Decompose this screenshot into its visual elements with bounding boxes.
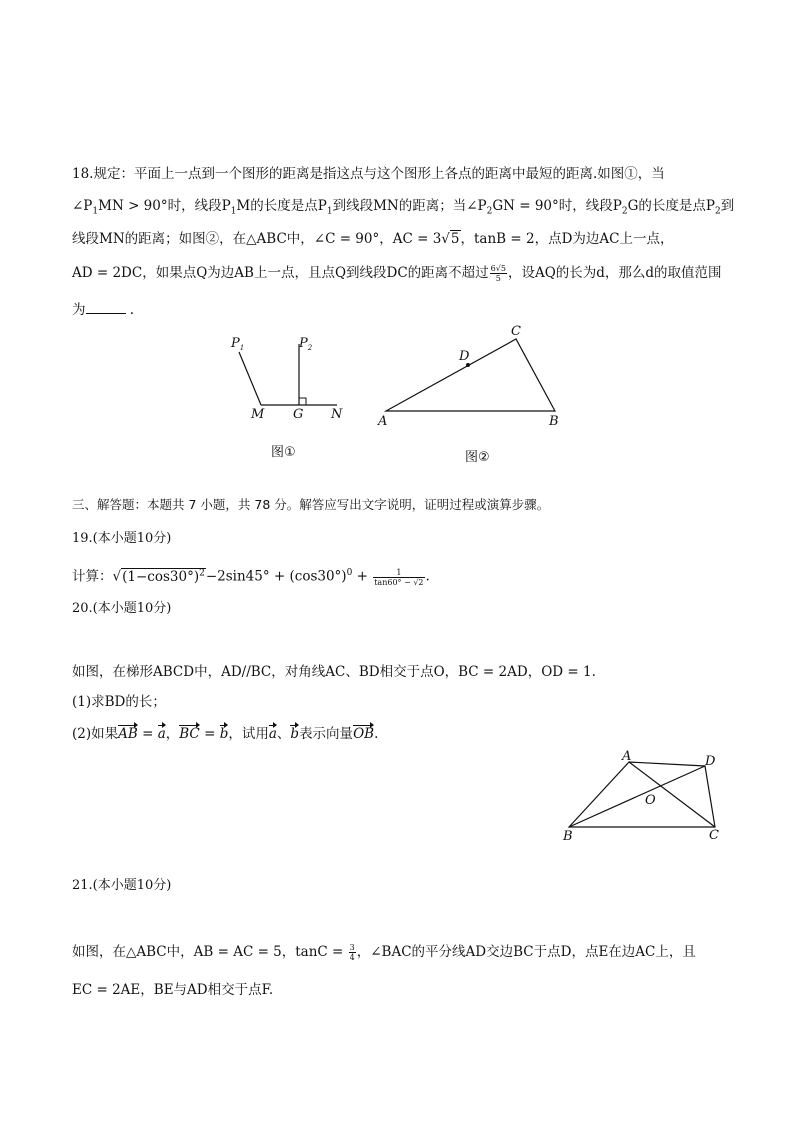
label-c: C bbox=[511, 324, 521, 339]
section-3-heading: 三、解答题：本题共 7 小题，共 78 分。解答应写出文字说明，证明过程或演算步骤。 bbox=[72, 497, 550, 512]
q19-expression: 计算：$√(1-\cos 30^\circ)^2-2\sin 45^\circ + (\cos 30^\circ)^0$ + $\frac{1}{\tan 60^\circ - √2}$ . bbox=[72, 567, 430, 587]
label-g: G bbox=[293, 407, 304, 422]
label-o: O bbox=[645, 793, 656, 808]
q18-line5: 为 . bbox=[72, 302, 135, 318]
figure-2 bbox=[372, 320, 572, 432]
q20-part1: (1)求BD的长； bbox=[72, 694, 166, 710]
q18-fraction: $\frac{6√5}{5}$ bbox=[490, 264, 506, 283]
q21-header: 21.(本小题10分) bbox=[72, 878, 172, 893]
q18-line2: $\angle P_1MN > 90^\circ$时，线段$P_1M$的长度是点$P_1$到线段MN的距离；当$\angle P_2GN = 90^\circ$时，线段$P_2G$的长度是点$P_2$到 bbox=[72, 198, 735, 217]
label-b: B bbox=[563, 829, 573, 844]
answer-blank[interactable] bbox=[86, 301, 126, 314]
q21-stem-line2: EC = 2AE，BE与AD相交于点F. bbox=[72, 982, 274, 998]
label-d: D bbox=[705, 754, 716, 769]
fig1-caption: 图① bbox=[271, 445, 296, 460]
label-n: N bbox=[331, 407, 343, 422]
right-angle-mark bbox=[299, 398, 306, 405]
label-a: A bbox=[622, 750, 632, 764]
label-p1: $P_1$ bbox=[231, 336, 245, 352]
q21-fraction: $\frac{3}{4}$ bbox=[349, 943, 355, 962]
q21-stem-line1: 如图，在△ABC中，AB = AC = 5，tanC = $\frac{3}{4}$ ，∠BAC的平分线AD交边BC于点D，点E在边AC上，且 bbox=[72, 943, 696, 962]
label-a: A bbox=[378, 414, 388, 429]
fig2-caption: 图② bbox=[465, 450, 490, 465]
label-b: B bbox=[549, 414, 559, 429]
q20-part2: (2)如果AB = a，BC = b，试用a、b表示向量OB. bbox=[72, 726, 379, 742]
segment-p1m bbox=[239, 352, 261, 405]
figure-1 bbox=[225, 330, 355, 425]
q19-fraction: $\frac{1}{\tan 60^\circ - √2}$ bbox=[374, 567, 424, 587]
q20-stem: 如图，在梯形ABCD中，AD//BC，对角线AC、BD相交于点O，BC = 2AD，OD = 1. bbox=[72, 664, 596, 680]
label-m: M bbox=[251, 407, 265, 422]
triangle-abc bbox=[386, 339, 555, 411]
label-p2: $P_2$ bbox=[299, 336, 313, 352]
q18-line1: 18.规定：平面上一点到一个图形的距离是指这点与这个图形上各点的距离中最短的距离.如图①，当 bbox=[72, 166, 665, 182]
label-d: D bbox=[459, 349, 470, 364]
label-c: C bbox=[709, 828, 719, 843]
q18-line3: 线段MN的距离；如图②，在△ABC中，∠C = 90°，AC = 3√5，tanB = 2，点D为边AC上一点， bbox=[72, 231, 674, 247]
q20-header: 20.(本小题10分) bbox=[72, 601, 172, 616]
trapezoid-figure bbox=[555, 750, 730, 845]
q18-line4: AD = 2DC，如果点Q为边AB上一点，且点Q到线段DC的距离不超过 $\frac{6√5}{5}$ ，设AQ的长为d，那么d的取值范围 bbox=[72, 264, 722, 283]
q19-header: 19.(本小题10分) bbox=[72, 531, 172, 546]
diagonal-bd bbox=[569, 766, 705, 827]
